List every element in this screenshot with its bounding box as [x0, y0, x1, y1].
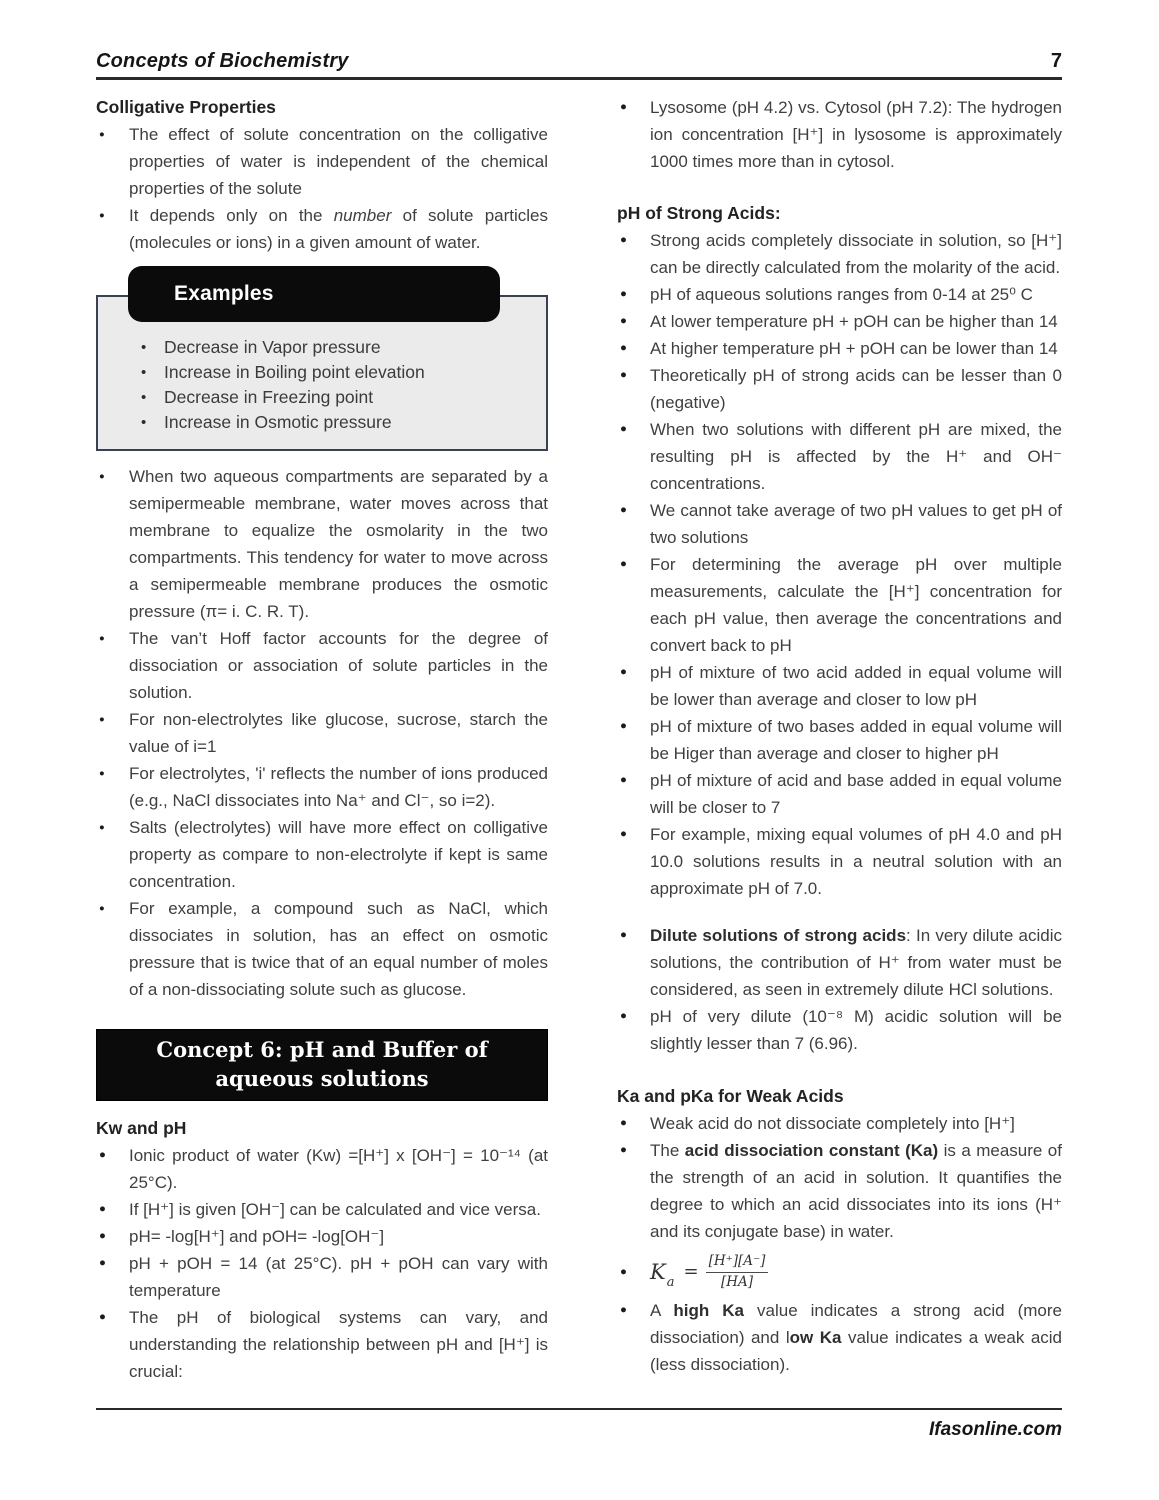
bullet-icon: •: [141, 339, 147, 356]
strong-acids-heading: pH of Strong Acids:: [617, 203, 781, 223]
bullet-icon: ●: [99, 129, 105, 140]
fraction: $\frac{[H^+][A^-]}{[HA]}$: [706, 1253, 769, 1291]
list-item: [617, 1003, 1062, 1057]
bullet-icon: •: [141, 414, 147, 431]
bullet-icon: ●: [620, 929, 627, 941]
list-item-text: We cannot take average of two pH values to get pH of two solutions: [650, 501, 1062, 547]
header-row: [96, 50, 1062, 73]
list-item-text: [650, 1253, 1062, 1291]
page-header: [96, 50, 1062, 80]
list-item: [617, 281, 1062, 308]
bullet-icon: ●: [99, 1203, 106, 1215]
list-item: [96, 1304, 548, 1385]
list-item-text: The van’t Hoff factor accounts for the degree of dissociation or association of solute particles in the solution.: [129, 629, 548, 702]
list-item: [138, 385, 526, 410]
bullet-icon: ●: [99, 903, 105, 914]
list-item-text: For example, a compound such as NaCl, which dissociates in solution, has an effect on osmotic pressure that is twice that of an equal number of moles of a non-dissociating solute such as glucose.: [129, 899, 548, 999]
list-item: [617, 416, 1062, 497]
bullet-icon: ●: [620, 1144, 627, 1156]
list-item: [96, 121, 548, 202]
bullet-icon: ●: [99, 822, 105, 833]
list-item: [617, 308, 1062, 335]
list-item-text: When two aqueous compartments are separated by a semipermeable membrane, water moves across that membrane to equalize the osmolarity in the two compartments. This tendency for water to move across a semipermeable membrane produces the osmotic pressure (π= i. C. R. T).: [129, 467, 548, 621]
bullet-icon: ●: [620, 558, 627, 570]
examples-box-tab: [128, 266, 500, 322]
list-item: [617, 335, 1062, 362]
list-item: [617, 821, 1062, 902]
list-item-text: For determining the average pH over multiple measurements, calculate the [H⁺] concentration for each pH value, then average the concentrations and convert back to pH: [650, 555, 1062, 655]
list-item: [96, 1223, 548, 1250]
list-item: [617, 227, 1062, 281]
list-item-text: pH= -log[H⁺] and pOH= -log[OH⁻]: [129, 1227, 385, 1246]
bullet-icon: ●: [620, 423, 627, 435]
bullet-icon: •: [141, 389, 147, 406]
list-item: [617, 1297, 1062, 1378]
footer-rule: [96, 1408, 1062, 1410]
list-item-text: For electrolytes, 'i' reflects the number of ions produced (e.g., NaCl dissociates into Na⁺ and Cl⁻, so i=2).: [129, 764, 548, 810]
list-item: [617, 713, 1062, 767]
examples-list: [138, 335, 526, 435]
bullet-icon: •: [141, 364, 147, 381]
list-item: [96, 1142, 548, 1196]
list-item-text: The effect of solute concentration on the colligative properties of water is independent of the chemical properties of the solute: [129, 125, 548, 198]
list-item-text: The pH of biological systems can vary, and understanding the relationship between pH and [H⁺] is crucial:: [129, 1308, 548, 1381]
list-item-text: When two solutions with different pH are mixed, the resulting pH is affected by the H⁺ and OH⁻ concentrations.: [650, 420, 1062, 493]
list-item-text: At lower temperature pH + pOH can be higher than 14: [650, 312, 1058, 331]
bullet-icon: ●: [620, 234, 627, 246]
footer-website: Ifasonline.com: [928, 1419, 1062, 1440]
examples-box-title: Examples: [174, 282, 274, 305]
list-item: [617, 1110, 1062, 1137]
list-item-text: Weak acid do not dissociate completely into [H⁺]: [650, 1114, 1015, 1133]
list-item-text: Decrease in Freezing point: [164, 387, 374, 407]
list-item-text: Theoretically pH of strong acids can be lesser than 0 (negative): [650, 366, 1062, 412]
bullet-icon: ●: [99, 768, 105, 779]
right-column: [617, 94, 1062, 1385]
list-item: [617, 922, 1062, 1003]
bullet-icon: ●: [620, 1266, 627, 1278]
list-item-text: pH of aqueous solutions ranges from 0-14 at 25⁰ C: [650, 285, 1033, 304]
list-item-text: A high Ka value indicates a strong acid (more dissociation) and low Ka value indicates a weak acid (less dissociation).: [650, 1301, 1063, 1375]
kw-heading: Kw and pH: [96, 1118, 187, 1138]
list-item-text: Dilute solutions of strong acids: In very dilute acidic solutions, the contribution of H⁺ from water must be considered, as seen in extremely dilute HCl solutions.: [650, 926, 1062, 999]
list-item: [138, 335, 526, 360]
bullet-icon: ●: [620, 666, 627, 678]
list-item-text: Strong acids completely dissociate in solution, so [H⁺] can be directly calculated from the molarity of the acid.: [650, 231, 1062, 277]
document-title: Concepts of Biochemistry: [96, 50, 349, 72]
list-item-text: Increase in Osmotic pressure: [164, 412, 392, 432]
list-item-text: pH of very dilute (10⁻⁸ M) acidic solution will be slightly lesser than 7 (6.96).: [650, 1007, 1062, 1053]
left-column: [96, 94, 548, 1385]
bullet-icon: ●: [620, 1304, 627, 1317]
list-item: [96, 202, 548, 256]
strong-acids-list: [617, 227, 1062, 1057]
bullet-icon: ●: [620, 101, 627, 113]
list-item: [617, 497, 1062, 551]
list-item: [96, 625, 548, 706]
examples-box: [96, 266, 548, 451]
list-item: [138, 410, 526, 435]
list-item-text: At higher temperature pH + pOH can be lower than 14: [650, 339, 1058, 358]
list-item: [96, 706, 548, 760]
bullet-icon: ●: [99, 1230, 106, 1242]
page-footer: [96, 1408, 1062, 1441]
concept-banner: Concept 6: pH and Buffer of aqueous solutions: [96, 1029, 548, 1101]
bullet-icon: ●: [620, 720, 627, 732]
list-item: [617, 1137, 1062, 1245]
list-item-text: The acid dissociation constant (Ka) is a measure of the strength of an acid in solution. It quantifies the degree to which an acid dissociates into its ions (H⁺ and its conjugate base) in water.: [650, 1141, 1062, 1241]
list-item-text: Decrease in Vapor pressure: [164, 337, 381, 357]
bullet-icon: ●: [99, 1257, 106, 1269]
osmotic-list: [96, 463, 548, 1003]
list-item: [96, 760, 548, 814]
list-item: [617, 659, 1062, 713]
list-item-text: For example, mixing equal volumes of pH 4.0 and pH 10.0 solutions results in a neutral solution with an approximate pH of 7.0.: [650, 825, 1062, 898]
list-item: [617, 362, 1062, 416]
list-item-text: pH of mixture of acid and base added in equal volume will be closer to 7: [650, 771, 1062, 817]
list-item-text: If [H⁺] is given [OH⁻] can be calculated and vice versa.: [129, 1200, 541, 1219]
list-item-text: pH + pOH = 14 (at 25°C). pH + pOH can vary with temperature: [129, 1254, 548, 1300]
list-item: [617, 767, 1062, 821]
list-item: [617, 1245, 1062, 1297]
lysosome-list: [617, 94, 1062, 175]
list-item-text: pH of mixture of two acid added in equal volume will be lower than average and closer to low pH: [650, 663, 1062, 709]
list-item: [617, 94, 1062, 175]
bullet-icon: ●: [620, 369, 627, 381]
list-item: [138, 360, 526, 385]
bullet-icon: ●: [620, 828, 627, 840]
list-item: [96, 1196, 548, 1223]
list-item: [96, 895, 548, 1003]
bullet-icon: ●: [620, 342, 627, 354]
bullet-icon: ●: [620, 1117, 627, 1129]
list-item: [617, 551, 1062, 659]
list-item-text: pH of mixture of two bases added in equal volume will be Higer than average and closer to higher pH: [650, 717, 1062, 763]
bullet-icon: ●: [620, 288, 627, 300]
colligative-list: [96, 121, 548, 256]
list-item-text: It depends only on the number of solute particles (molecules or ions) in a given amount of water.: [129, 206, 548, 252]
bullet-icon: ●: [99, 633, 105, 644]
colligative-heading: Colligative Properties: [96, 97, 276, 117]
bullet-icon: ●: [620, 774, 627, 786]
list-item-text: Ionic product of water (Kw) =[H⁺] x [OH⁻] = 10⁻¹⁴ (at 25°C).: [129, 1146, 548, 1192]
bullet-icon: ●: [620, 1010, 627, 1022]
bullet-icon: ●: [99, 714, 105, 725]
bullet-icon: ●: [99, 1311, 106, 1323]
bullet-icon: ●: [99, 471, 105, 482]
ka-heading: Ka and pKa for Weak Acids: [617, 1086, 844, 1106]
two-column-layout: [96, 94, 1062, 1385]
bullet-icon: ●: [620, 315, 627, 327]
list-item: [96, 1250, 548, 1304]
list-item-text: Increase in Boiling point elevation: [164, 362, 425, 382]
ka-list: [617, 1110, 1062, 1378]
list-item: [96, 463, 548, 625]
list-item: [96, 814, 548, 895]
list-item-text: For non-electrolytes like glucose, sucrose, starch the value of i=1: [129, 710, 548, 756]
ka-formula: K a = $\frac{[H^+][A^-]}{[HA]}$: [650, 1253, 768, 1291]
bullet-icon: ●: [99, 210, 105, 221]
bullet-icon: ●: [620, 504, 627, 516]
page-number: 7: [1050, 50, 1062, 72]
list-item-text: Lysosome (pH 4.2) vs. Cytosol (pH 7.2): The hydrogen ion concentration [H⁺] in lysosome is approximately 1000 times more than in cytosol.: [650, 98, 1062, 171]
header-rule: [96, 77, 1062, 80]
kw-list: [96, 1142, 548, 1385]
bullet-icon: ●: [99, 1149, 106, 1161]
list-item-text: Salts (electrolytes) will have more effect on colligative property as compare to non-electrolyte if kept is same concentration.: [129, 818, 548, 891]
